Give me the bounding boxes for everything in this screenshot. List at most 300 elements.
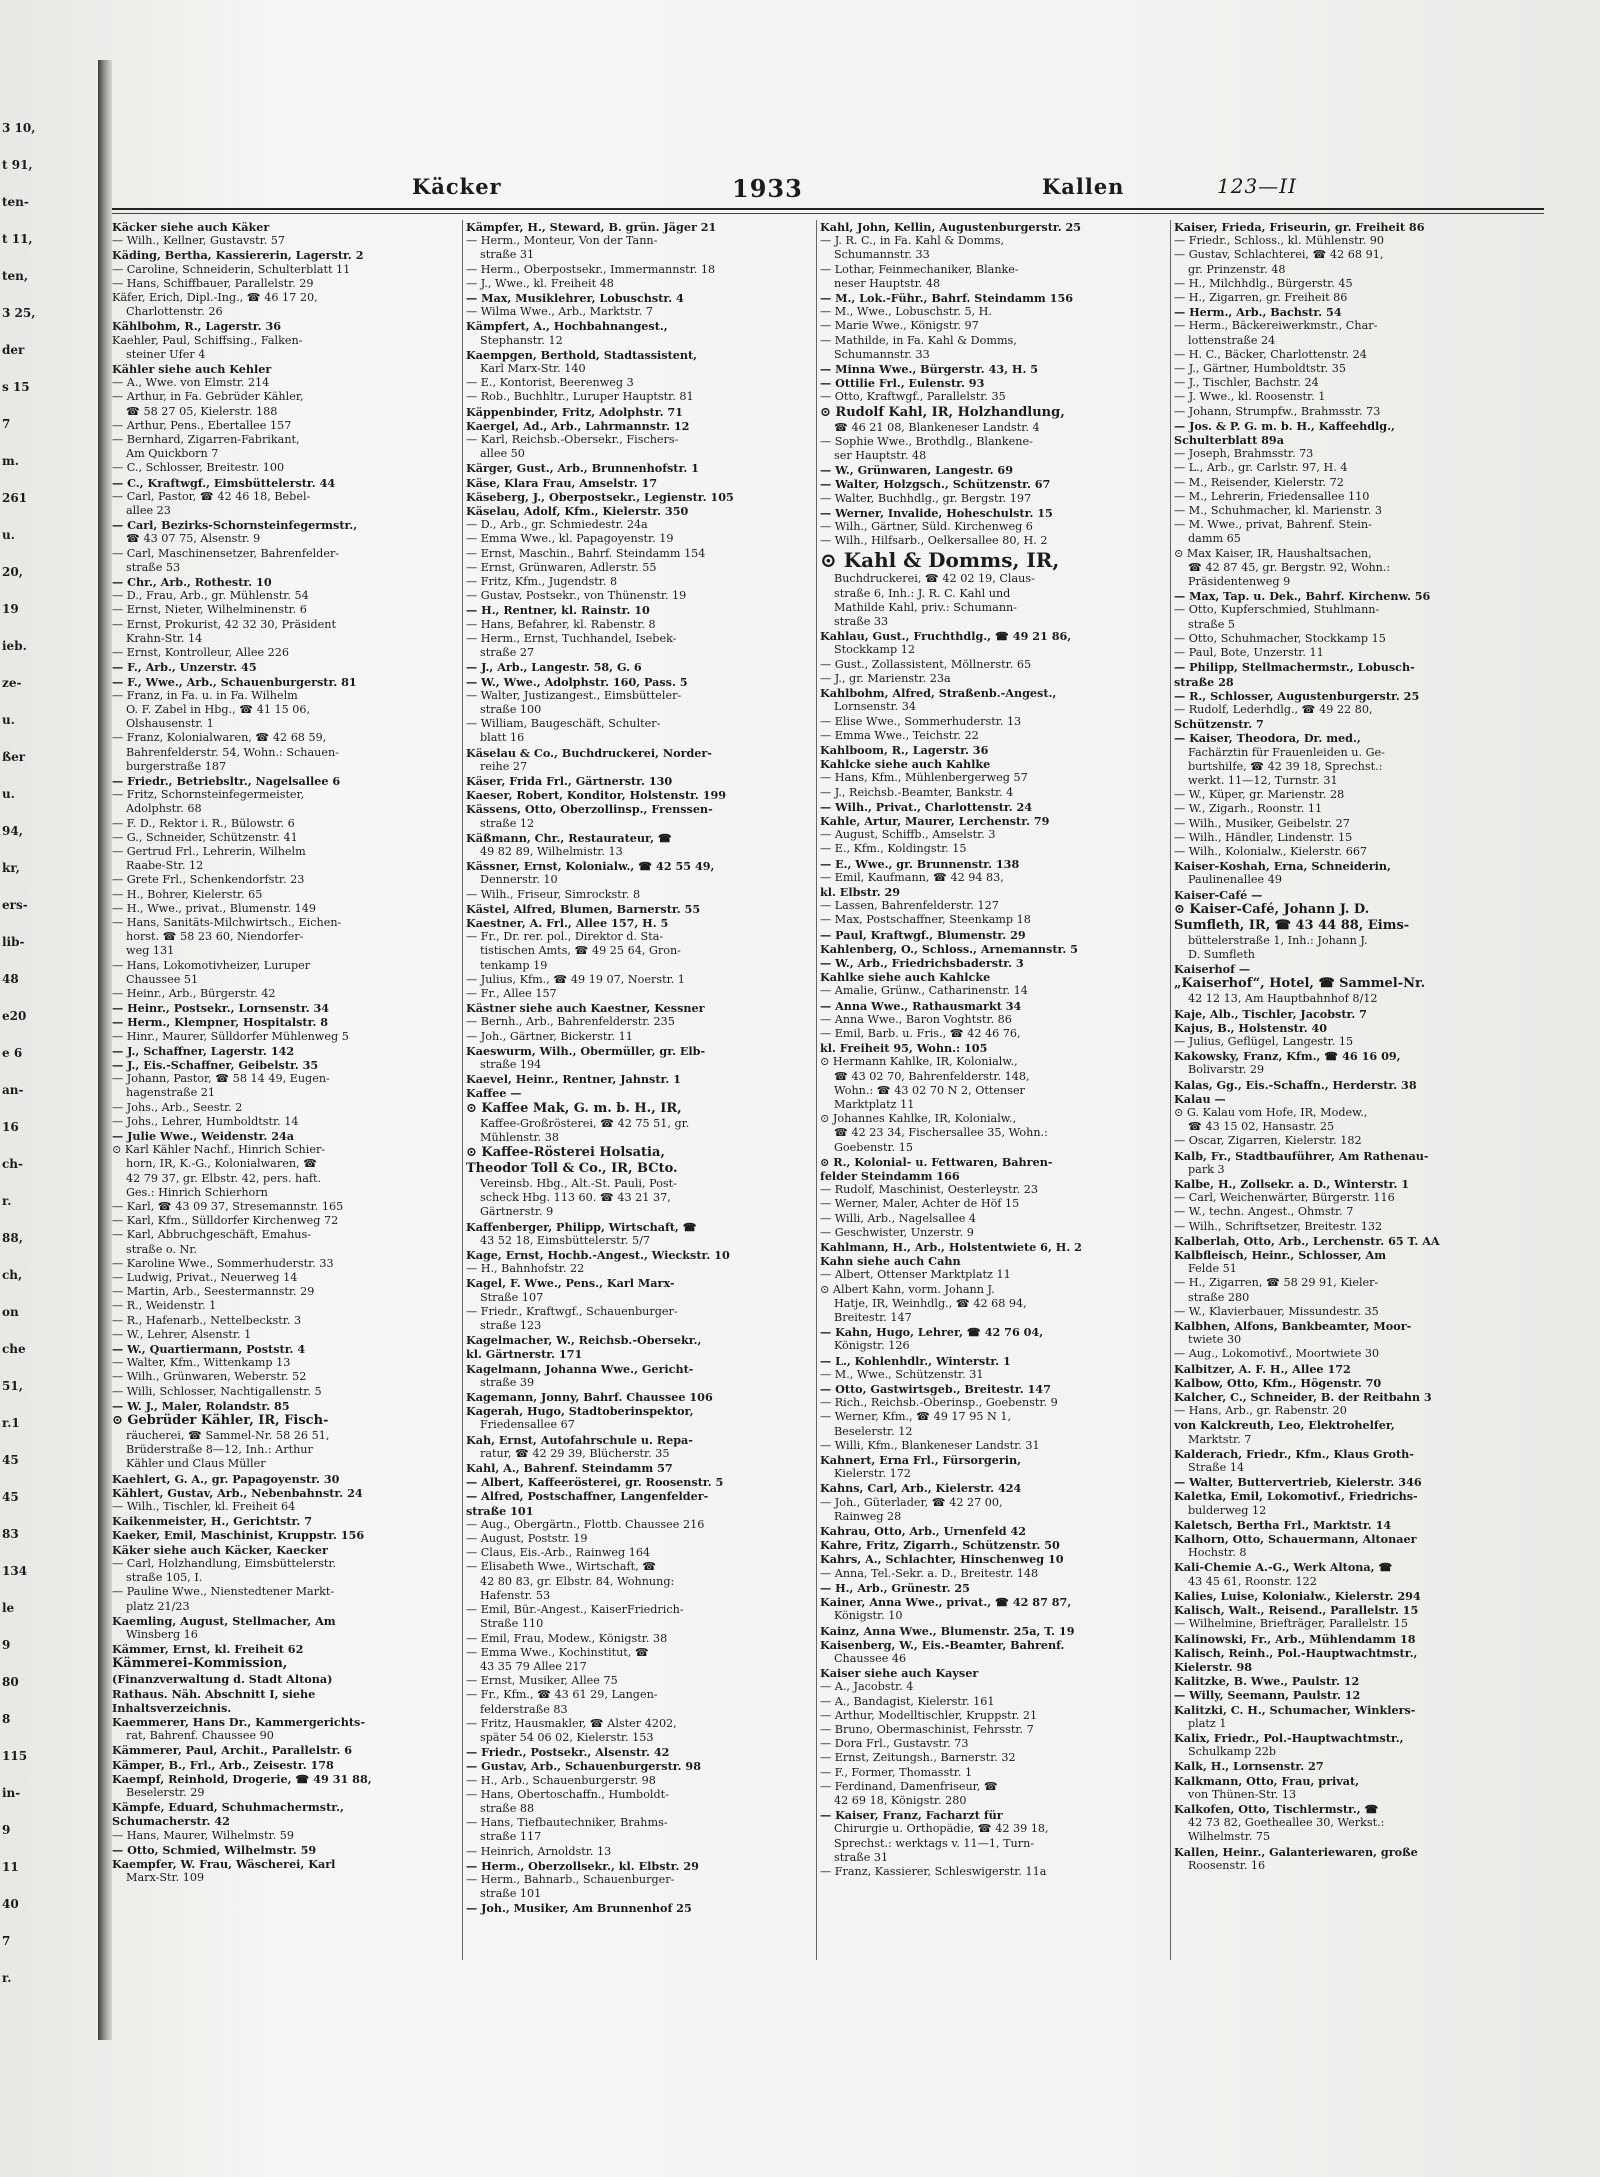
directory-entry: — J., Tischler, Bachstr. 24 <box>1174 376 1319 390</box>
directory-entry: Kalix, Friedr., Pol.-Hauptwachtmstr., <box>1174 1730 1404 1745</box>
directory-entry: — W., Lehrer, Alsenstr. 1 <box>112 1327 252 1341</box>
directory-entry: — Willy, Seemann, Paulstr. 12 <box>1174 1688 1361 1703</box>
directory-entry: Schumannstr. 33 <box>834 347 930 361</box>
header-last-keyword: Kallen <box>1042 174 1125 199</box>
directory-entry: Chaussee 46 <box>834 1651 907 1665</box>
directory-entry: straße 5 <box>1188 617 1236 631</box>
directory-entry: — Carl, Holzhandlung, Eimsbüttelerstr. <box>112 1556 337 1570</box>
left-page-text-fragment: 94, <box>2 824 23 838</box>
directory-entry: gr. Prinzenstr. 48 <box>1188 262 1286 276</box>
page-header <box>112 172 1542 212</box>
directory-entry: Straße 110 <box>480 1617 544 1631</box>
directory-entry: Kalbitzer, A. F. H., Allee 172 <box>1174 1361 1351 1376</box>
column-4 <box>1174 220 1492 1990</box>
directory-entry: — Emil, Kaufmann, ☎ 42 94 83, <box>820 870 1004 884</box>
directory-entry: Marktplatz 11 <box>834 1097 915 1111</box>
directory-entry: — Ludwig, Privat., Neuerweg 14 <box>112 1271 298 1285</box>
directory-entry: — Franz, Kassierer, Schleswigerstr. 11a <box>820 1864 1047 1878</box>
directory-columns <box>112 220 1544 1990</box>
left-page-text-fragment: u. <box>2 528 15 542</box>
directory-entry: — August, Poststr. 19 <box>466 1532 588 1546</box>
directory-entry: felder Steindamm 166 <box>820 1169 960 1183</box>
directory-entry: straße 105, I. <box>126 1571 203 1585</box>
directory-entry: Winsberg 16 <box>126 1627 198 1641</box>
directory-entry: D. Sumfleth <box>1188 947 1255 961</box>
directory-entry: straße 101 <box>466 1503 534 1518</box>
directory-entry: — Ernst, Nieter, Wilhelminenstr. 6 <box>112 603 307 617</box>
directory-entry: — Gustav, Schlachterei, ☎ 42 68 91, <box>1174 248 1384 262</box>
left-page-text-fragment: 16 <box>2 1120 19 1134</box>
directory-entry: Kahn siehe auch Cahn <box>820 1254 961 1269</box>
directory-entry: — Joh., Güterlader, ☎ 42 27 00, <box>820 1495 1003 1509</box>
directory-entry: — Dora Frl., Gustavstr. 73 <box>820 1737 969 1751</box>
directory-entry: Kaffee — <box>466 1086 522 1101</box>
directory-entry: Kalies, Luise, Kolonialw., Kielerstr. 294 <box>1174 1588 1421 1603</box>
directory-entry: — R., Weidenstr. 1 <box>112 1299 217 1313</box>
left-page-text-fragment: 45 <box>2 1490 19 1504</box>
directory-entry: — Werner, Invalide, Hoheschulstr. 15 <box>820 505 1053 520</box>
directory-entry: — R., Schlosser, Augustenburgerstr. 25 <box>1174 688 1420 703</box>
header-year: 1933 <box>732 174 803 203</box>
directory-entry: — Paul, Kraftwgf., Blumenstr. 29 <box>820 927 1026 942</box>
directory-entry: 43 45 61, Roonstr. 122 <box>1188 1574 1317 1588</box>
directory-entry: straße 28 <box>1174 674 1234 689</box>
left-page-text-fragment: ieb. <box>2 639 27 653</box>
directory-entry: — W., Klavierbauer, Missundestr. 35 <box>1174 1304 1379 1318</box>
directory-entry: Kaestner, A. Frl., Allee 157, H. 5 <box>466 915 669 930</box>
directory-entry: Brüderstraße 8—12, Inh.: Arthur <box>126 1443 313 1457</box>
directory-entry: Kalau — <box>1174 1091 1226 1106</box>
directory-entry: — W., Arb., Friedrichsbaderstr. 3 <box>820 955 1024 970</box>
directory-entry: — Karl, Abbruchgeschäft, Emahus- <box>112 1228 312 1242</box>
directory-entry: — Anna Wwe., Baron Voghtstr. 86 <box>820 1012 1012 1026</box>
directory-entry: — Wilh., Friseur, Simrockstr. 8 <box>466 887 641 901</box>
directory-entry: — Julius, Geflügel, Langestr. 15 <box>1174 1034 1354 1048</box>
directory-entry: — Herm., Oberzollsekr., kl. Elbstr. 29 <box>466 1858 699 1873</box>
directory-entry: — H., Bohrer, Kielerstr. 65 <box>112 887 263 901</box>
directory-entry: Kallen, Heinr., Galanteriewaren, große <box>1174 1844 1418 1859</box>
directory-entry: — M., Lehrerin, Friedensallee 110 <box>1174 489 1370 503</box>
directory-entry: — J., Wwe., kl. Freiheit 48 <box>466 276 614 290</box>
directory-entry: Chirurgie u. Orthopädie, ☎ 42 39 18, <box>834 1822 1049 1836</box>
directory-entry: — Herm., Monteur, Von der Tann- <box>466 234 658 248</box>
directory-entry: — Wilh., Gärtner, Süld. Kirchenweg 6 <box>820 520 1033 534</box>
directory-entry: — E., Kontorist, Beerenweg 3 <box>466 376 634 390</box>
directory-entry: Schulterblatt 89a <box>1174 433 1284 448</box>
directory-entry: ⊙ Gebrüder Kähler, IR, Fisch- <box>112 1413 329 1429</box>
directory-entry: — Heinrich, Arnoldstr. 13 <box>466 1844 612 1858</box>
directory-entry: — Emma Wwe., Teichstr. 22 <box>820 728 979 742</box>
left-page-text-fragment: ten- <box>2 195 29 209</box>
directory-entry: Kalbhen, Alfons, Bankbeamter, Moor- <box>1174 1319 1412 1334</box>
directory-entry: Kästel, Alfred, Blumen, Barnerstr. 55 <box>466 901 701 916</box>
directory-entry: ⊙ G. Kalau vom Hofe, IR, Modew., <box>1174 1105 1368 1119</box>
directory-entry: Kage, Ernst, Hochb.-Angest., Wieckstr. 10 <box>466 1248 730 1263</box>
directory-entry: ⊙ Albert Kahn, vorm. Johann J. <box>820 1282 995 1296</box>
directory-entry: — Ottilie Frl., Eulenstr. 93 <box>820 376 985 391</box>
directory-entry: Charlottenstr. 26 <box>126 305 223 319</box>
directory-entry: — Otto, Kupferschmied, Stuhlmann- <box>1174 603 1380 617</box>
directory-entry: — A., Jacobstr. 4 <box>820 1680 914 1694</box>
left-page-text-fragment: 88, <box>2 1231 23 1245</box>
directory-entry: — August, Schiffb., Amselstr. 3 <box>820 828 996 842</box>
directory-entry: — Karl, Kfm., Sülldorfer Kirchenweg 72 <box>112 1214 339 1228</box>
left-page-text-fragment: ch, <box>2 1268 23 1282</box>
directory-entry: — Wilh., Grünwaren, Weberstr. 52 <box>112 1370 307 1384</box>
directory-entry: — Arthur, Pens., Ebertallee 157 <box>112 418 292 432</box>
left-page-text-fragment: che <box>2 1342 26 1356</box>
directory-entry: Käßmann, Chr., Restaurateur, ☎ <box>466 830 672 845</box>
directory-entry: — Herm., Klempner, Hospitalstr. 8 <box>112 1015 329 1030</box>
left-page-text-fragment: r. <box>2 1194 12 1208</box>
directory-entry: — Oscar, Zigarren, Kielerstr. 182 <box>1174 1134 1362 1148</box>
directory-entry: Kaiser-Café — <box>1174 887 1263 902</box>
directory-entry: Kähler siehe auch Kehler <box>112 362 272 377</box>
left-page-text-fragment: 11 <box>2 1860 19 1874</box>
directory-entry: — Otto, Kraftwgf., Parallelstr. 35 <box>820 390 1006 404</box>
directory-entry: Kaeswurm, Wilh., Obermüller, gr. Elb- <box>466 1043 706 1058</box>
directory-entry: Kaletka, Emil, Lokomotivf., Friedrichs- <box>1174 1489 1418 1504</box>
left-page-text-fragment: 9 <box>2 1823 11 1837</box>
directory-entry: twiete 30 <box>1188 1333 1242 1347</box>
directory-entry: Straße 14 <box>1188 1461 1245 1475</box>
directory-entry: Hochstr. 8 <box>1188 1546 1247 1560</box>
left-page-text-fragment: 7 <box>2 417 11 431</box>
directory-entry: 42 79 37, gr. Elbstr. 42, pers. haft. <box>126 1171 322 1185</box>
directory-entry: Kahre, Fritz, Zigarrh., Schützenstr. 50 <box>820 1538 1060 1553</box>
directory-entry: allee 50 <box>480 447 525 461</box>
directory-entry: — E., Kfm., Koldingstr. 15 <box>820 842 967 856</box>
directory-entry: Sprechst.: werktags v. 11—1, Turn- <box>834 1836 1035 1850</box>
directory-entry: Mühlenstr. 38 <box>480 1130 559 1144</box>
directory-entry: — Fr., Allee 157 <box>466 986 557 1000</box>
directory-entry: Kagelmann, Johanna Wwe., Gericht- <box>466 1361 694 1376</box>
directory-entry: — Franz, in Fa. u. in Fa. Wilhelm <box>112 688 298 702</box>
directory-entry: Käfer, Erich, Dipl.-Ing., ☎ 46 17 20, <box>112 291 318 305</box>
directory-entry: Kaje, Alb., Tischler, Jacobstr. 7 <box>1174 1006 1367 1021</box>
directory-entry: straße 100 <box>480 702 542 716</box>
directory-entry: — Otto, Schmied, Wilhelmstr. 59 <box>112 1842 317 1857</box>
directory-entry: — Elisabeth Wwe., Wirtschaft, ☎ <box>466 1560 657 1574</box>
directory-entry: straße 6, Inh.: J. R. C. Kahl und <box>834 586 1011 600</box>
directory-entry: tistischen Amts, ☎ 49 25 64, Gron- <box>480 944 681 958</box>
directory-entry: — Philipp, Stellmachermstr., Lobusch- <box>1174 660 1415 675</box>
directory-entry: — Albert, Ottenser Marktplatz 11 <box>820 1268 1011 1282</box>
directory-entry: Kalcher, C., Schneider, B. der Reitbahn 3 <box>1174 1390 1432 1405</box>
directory-entry: Raabe-Str. 12 <box>126 859 204 873</box>
directory-entry: — Rob., Buchhltr., Luruper Hauptstr. 81 <box>466 390 694 404</box>
directory-entry: — Hans, Maurer, Wilhelmstr. 59 <box>112 1828 294 1842</box>
directory-entry: — M., Wwe., Lobuschstr. 5, H. <box>820 305 992 319</box>
directory-entry: Kalhorn, Otto, Schauermann, Altonaer <box>1174 1532 1417 1547</box>
directory-entry: Kalitzki, C. H., Schumacher, Winklers- <box>1174 1702 1416 1717</box>
directory-entry: Bolivarstr. 29 <box>1188 1063 1265 1077</box>
directory-entry: Kämmer, Ernst, kl. Freiheit 62 <box>112 1642 304 1657</box>
directory-entry: von Kalckreuth, Leo, Elektrohelfer, <box>1174 1418 1395 1433</box>
directory-entry: Kahle, Artur, Maurer, Lerchenstr. 79 <box>820 813 1050 828</box>
directory-entry: 42 12 13, Am Hauptbahnhof 8/12 <box>1188 992 1378 1006</box>
header-first-keyword: Käcker <box>412 174 502 199</box>
directory-entry: Kärger, Gust., Arb., Brunnenhofstr. 1 <box>466 461 699 476</box>
directory-entry: — Lothar, Feinmechaniker, Blanke- <box>820 262 1019 276</box>
directory-entry: — J., gr. Marienstr. 23a <box>820 671 951 685</box>
directory-entry: — A., Bandagist, Kielerstr. 161 <box>820 1694 995 1708</box>
directory-entry: — L., Arb., gr. Carlstr. 97, H. 4 <box>1174 461 1348 475</box>
directory-entry: — C., Schlosser, Breitestr. 100 <box>112 461 285 475</box>
directory-entry: Käppenbinder, Fritz, Adolphstr. 71 <box>466 404 683 419</box>
column-divider <box>1170 220 1171 1960</box>
header-rule <box>112 208 1544 214</box>
adjacent-page-fragment <box>0 90 100 2010</box>
left-page-text-fragment: r.1 <box>2 1416 20 1430</box>
directory-entry: räucherei, ☎ Sammel-Nr. 58 26 51, <box>126 1429 330 1443</box>
directory-entry: — Julie Wwe., Weidenstr. 24a <box>112 1129 295 1143</box>
directory-entry: später 54 06 02, Kielerstr. 153 <box>480 1730 654 1744</box>
left-page-text-fragment: 45 <box>2 1453 19 1467</box>
left-page-text-fragment: t 11, <box>2 232 33 246</box>
directory-entry: — Willi, Arb., Nagelsallee 4 <box>820 1211 977 1225</box>
directory-entry: — Johann, Strumpfw., Brahmsstr. 73 <box>1174 404 1381 418</box>
directory-entry: — Rudolf, Lederhdlg., ☎ 49 22 80, <box>1174 702 1373 716</box>
directory-entry: 43 52 18, Eimsbüttelerstr. 5/7 <box>480 1233 651 1247</box>
book-gutter <box>98 60 112 2040</box>
left-page-text-fragment: 134 <box>2 1564 28 1578</box>
directory-entry: Kagemann, Jonny, Bahrf. Chaussee 106 <box>466 1390 713 1405</box>
directory-entry: Kaisenberg, W., Eis.-Beamter, Bahrenf. <box>820 1637 1065 1652</box>
directory-entry: — D., Frau, Arb., gr. Mühlenstr. 54 <box>112 589 309 603</box>
directory-entry: — Rich., Reichsb.-Oberinsp., Goebenstr. 9 <box>820 1396 1058 1410</box>
left-page-text-fragment: ch- <box>2 1157 24 1171</box>
directory-entry: Kahrs, A., Schlachter, Hinschenweg 10 <box>820 1552 1064 1567</box>
directory-entry: — Jos. & P. G. m. b. H., Kaffeehdlg., <box>1174 418 1395 433</box>
directory-entry: Marx-Str. 109 <box>126 1871 205 1885</box>
directory-entry: Käseberg, J., Oberpostsekr., Legienstr. 105 <box>466 489 734 504</box>
directory-entry: — W., Zigarh., Roonstr. 11 <box>1174 802 1323 816</box>
directory-entry: — Ernst, Musiker, Allee 75 <box>466 1674 618 1688</box>
directory-entry: — Fritz, Schornsteinfegermeister, <box>112 788 305 802</box>
directory-entry: — Albert, Kaffeerösterei, gr. Roosenstr. 5 <box>466 1475 724 1490</box>
directory-entry: — Aug., Obergärtn., Flottb. Chaussee 216 <box>466 1517 705 1531</box>
directory-entry: platz 1 <box>1188 1716 1227 1730</box>
directory-entry: Kalkmann, Otto, Frau, privat, <box>1174 1773 1360 1788</box>
directory-entry: park 3 <box>1188 1162 1225 1176</box>
directory-entry: 49 82 89, Wilhelmistr. 13 <box>480 844 623 858</box>
directory-entry: — H., Arb., Schauenburgerstr. 98 <box>466 1773 656 1787</box>
directory-entry: Kaiser-Koshah, Erna, Schneiderin, <box>1174 859 1391 874</box>
column-2 <box>466 220 784 1990</box>
directory-entry: — Max, Postschaffner, Steenkamp 18 <box>820 913 1031 927</box>
directory-entry: Kalas, Gg., Eis.-Schaffn., Herderstr. 38 <box>1174 1077 1417 1092</box>
directory-entry: — Walter, Justizangest., Eimsbütteler- <box>466 688 682 702</box>
directory-entry: — F., Wwe., Arb., Schauenburgerstr. 81 <box>112 674 357 689</box>
directory-entry: Käse, Klara Frau, Amselstr. 17 <box>466 475 658 490</box>
left-page-text-fragment: e 6 <box>2 1046 23 1060</box>
directory-entry: Kalk, H., Lornsenstr. 27 <box>1174 1759 1324 1774</box>
directory-entry: — Johs., Lehrer, Humboldtstr. 14 <box>112 1114 299 1128</box>
directory-entry: — Herm., Bahnarb., Schauenburger- <box>466 1872 675 1886</box>
directory-entry: Wilhelmstr. 75 <box>1188 1830 1271 1844</box>
directory-entry: Stockkamp 12 <box>834 643 915 657</box>
directory-entry: hagenstraße 21 <box>126 1086 216 1100</box>
directory-entry: — Hans, Arb., gr. Rabenstr. 20 <box>1174 1404 1347 1418</box>
directory-entry: Kajus, B., Holstenstr. 40 <box>1174 1020 1328 1035</box>
directory-entry: Kässner, Ernst, Kolonialw., ☎ 42 55 49, <box>466 859 715 874</box>
directory-entry: Kaergel, Ad., Arb., Lahrmannstr. 12 <box>466 418 690 433</box>
directory-entry: — J., Schaffner, Lagerstr. 142 <box>112 1043 295 1058</box>
directory-entry: Hatje, IR, Weinhdlg., ☎ 42 68 94, <box>834 1296 1027 1310</box>
directory-entry: Felde 51 <box>1188 1262 1237 1276</box>
directory-entry: — J., Arb., Langestr. 58, G. 6 <box>466 660 642 675</box>
directory-entry: Beselerstr. 29 <box>126 1785 205 1799</box>
directory-entry: Ges.: Hinrich Schierhorn <box>126 1185 268 1199</box>
directory-entry: — Karl, Reichsb.-Obersekr., Fischers- <box>466 433 679 447</box>
left-page-text-fragment: m. <box>2 454 19 468</box>
column-1 <box>112 220 430 1990</box>
directory-entry: — Emma Wwe., kl. Papagoyenstr. 19 <box>466 532 674 546</box>
directory-entry: Königstr. 126 <box>834 1339 910 1353</box>
directory-entry: Breitestr. 147 <box>834 1311 912 1325</box>
left-page-text-fragment: 83 <box>2 1527 19 1541</box>
directory-entry: rat, Bahrenf. Chaussee 90 <box>126 1729 274 1743</box>
directory-entry: Kahlenberg, O., Schloss., Arnemannstr. 5 <box>820 941 1078 956</box>
directory-entry: straße 101 <box>480 1887 542 1901</box>
directory-entry: Kämmerer, Paul, Archit., Parallelstr. 6 <box>112 1743 353 1758</box>
directory-entry: Kässens, Otto, Oberzollinsp., Frenssen- <box>466 802 713 817</box>
directory-entry: — W., Wwe., Adolphstr. 160, Pass. 5 <box>466 674 688 689</box>
directory-entry: Käselau & Co., Buchdruckerei, Norder- <box>466 745 712 760</box>
left-page-text-fragment: 80 <box>2 1675 19 1689</box>
directory-entry: — H., Milchhdlg., Bürgerstr. 45 <box>1174 276 1353 290</box>
directory-entry: Goebenstr. 15 <box>834 1140 913 1154</box>
directory-entry: — Rudolf, Maschinist, Oesterleystr. 23 <box>820 1183 1038 1197</box>
directory-entry: straße 12 <box>480 816 535 830</box>
directory-entry: — Friedr., Postsekr., Alsenstr. 42 <box>466 1745 670 1760</box>
directory-entry: — Herm., Bäckereiwerkmstr., Char- <box>1174 319 1378 333</box>
directory-entry: — F. D., Rektor i. R., Bülowstr. 6 <box>112 816 295 830</box>
directory-entry: — Wilh., Kellner, Gustavstr. 57 <box>112 234 286 248</box>
directory-entry: Kalinowski, Fr., Arb., Mühlendamm 18 <box>1174 1631 1416 1646</box>
directory-entry: — Walter, Buchhdlg., gr. Bergstr. 197 <box>820 491 1032 505</box>
directory-entry: ⊙ Rudolf Kahl, IR, Holzhandlung, <box>820 404 1065 420</box>
directory-entry: straße 31 <box>834 1850 889 1864</box>
directory-entry: — J., Gärtner, Humboldtstr. 35 <box>1174 362 1346 376</box>
directory-entry: ⊙ Hermann Kahlke, IR, Kolonialw., <box>820 1055 1018 1069</box>
directory-entry: — Willi, Schlosser, Nachtigallenstr. 5 <box>112 1384 322 1398</box>
left-page-text-fragment: u. <box>2 787 15 801</box>
directory-entry: — H., Rentner, kl. Rainstr. 10 <box>466 603 650 618</box>
directory-entry: Lornsenstr. 34 <box>834 700 916 714</box>
directory-entry: — Fritz, Kfm., Jugendstr. 8 <box>466 575 618 589</box>
left-page-text-fragment: der <box>2 343 25 357</box>
directory-entry: — Wilh., Händler, Lindenstr. 15 <box>1174 830 1353 844</box>
directory-entry: — W., Quartiermann, Poststr. 4 <box>112 1342 306 1357</box>
directory-entry: — Hans, Schiffbauer, Parallelstr. 29 <box>112 276 314 290</box>
directory-entry: neser Hauptstr. 48 <box>834 276 941 290</box>
directory-entry: Kalisch, Walt., Reisend., Parallelstr. 15 <box>1174 1603 1419 1618</box>
directory-entry: Kaikenmeister, H., Gerichtstr. 7 <box>112 1514 312 1529</box>
directory-entry: Kähler und Claus Müller <box>126 1457 266 1471</box>
directory-entry: Kalbow, Otto, Kfm., Högenstr. 70 <box>1174 1375 1382 1390</box>
column-3 <box>820 220 1138 1990</box>
directory-entry: straße 194 <box>480 1057 542 1071</box>
directory-entry: Käser, Frida Frl., Gärtnerstr. 130 <box>466 773 673 788</box>
directory-entry: ☎ 43 15 02, Hansastr. 25 <box>1188 1120 1335 1134</box>
directory-entry: felderstraße 83 <box>480 1702 568 1716</box>
directory-entry: werkt. 11—12, Turnstr. 31 <box>1188 773 1338 787</box>
column-divider <box>462 220 463 1960</box>
directory-entry: — Ernst, Grünwaren, Adlerstr. 55 <box>466 560 657 574</box>
directory-entry: straße 117 <box>480 1830 542 1844</box>
directory-entry: Kainz, Anna Wwe., Blumenstr. 25a, T. 19 <box>820 1623 1075 1638</box>
directory-entry: — Joseph, Brahmsstr. 73 <box>1174 447 1314 461</box>
directory-entry: ⊙ Kaiser-Café, Johann J. D. <box>1174 901 1370 917</box>
left-page-text-fragment: 8 <box>2 1712 11 1726</box>
directory-entry: — Joh., Musiker, Am Brunnenhof 25 <box>466 1901 692 1916</box>
directory-entry: — Werner, Maler, Achter de Höf 15 <box>820 1197 1020 1211</box>
directory-entry: ⊙ Kaffee-Rösterei Holsatia, <box>466 1145 665 1160</box>
directory-entry: Kahl, A., Bahrenf. Steindamm 57 <box>466 1461 673 1476</box>
directory-entry: — Hans, Befahrer, kl. Rabenstr. 8 <box>466 617 656 631</box>
directory-entry: Bahrenfelderstr. 54, Wohn.: Schauen- <box>126 745 339 759</box>
directory-entry: Hafenstr. 53 <box>480 1588 551 1602</box>
left-page-text-fragment: le <box>2 1601 15 1615</box>
directory-entry: — Emil, Bür.-Angest., KaiserFriedrich- <box>466 1603 684 1617</box>
directory-entry: O. F. Zabel in Hbg., ☎ 41 15 06, <box>126 702 311 716</box>
directory-entry: Kagel, F. Wwe., Pens., Karl Marx- <box>466 1276 675 1291</box>
directory-entry: — Geschwister, Unzerstr. 9 <box>820 1225 974 1239</box>
directory-entry: — Wilh., Privat., Charlottenstr. 24 <box>820 799 1033 814</box>
directory-entry: Dennerstr. 10 <box>480 873 558 887</box>
directory-entry: — Otto, Schuhmacher, Stockkamp 15 <box>1174 631 1386 645</box>
directory-entry: — Marie Wwe., Königstr. 97 <box>820 319 979 333</box>
directory-entry: — Emil, Frau, Modew., Königstr. 38 <box>466 1631 668 1645</box>
directory-entry: — Emil, Barb. u. Fris., ☎ 42 46 76, <box>820 1026 1021 1040</box>
directory-entry: — Carl, Weichenwärter, Bürgerstr. 116 <box>1174 1191 1395 1205</box>
directory-entry: — Otto, Gastwirtsgeb., Breitestr. 147 <box>820 1382 1051 1397</box>
directory-entry: Am Quickborn 7 <box>126 447 219 461</box>
directory-entry: Schumannstr. 33 <box>834 248 930 262</box>
directory-entry: 42 80 83, gr. Elbstr. 84, Wohnung: <box>480 1574 675 1588</box>
directory-entry: — Hinr., Maurer, Sülldorfer Mühlenweg 5 <box>112 1029 349 1043</box>
directory-entry: Inhaltsverzeichnis. <box>112 1700 232 1715</box>
directory-entry: Kainer, Anna Wwe., privat., ☎ 42 87 87, <box>820 1595 1072 1610</box>
directory-entry: — Werner, Kfm., ☎ 49 17 95 N 1, <box>820 1410 1012 1424</box>
directory-entry: — Herm., Ernst, Tuchhandel, Isebek- <box>466 631 677 645</box>
left-page-text-fragment: lib- <box>2 935 25 949</box>
left-page-text-fragment: 3 10, <box>2 121 36 135</box>
directory-entry: Kalbe, H., Zollsekr. a. D., Winterstr. 1 <box>1174 1177 1410 1191</box>
directory-entry: straße 27 <box>480 646 535 660</box>
directory-entry: Rathaus. Näh. Abschnitt I, siehe <box>112 1686 316 1701</box>
directory-entry: — Wilhelmine, Briefträger, Parallelstr. 15 <box>1174 1617 1408 1631</box>
directory-entry: straße 88 <box>480 1801 535 1815</box>
directory-entry: — M., Reisender, Kielerstr. 72 <box>1174 475 1344 489</box>
directory-entry: büttelerstraße 1, Inh.: Johann J. <box>1188 933 1368 947</box>
directory-entry: platz 21/23 <box>126 1599 190 1613</box>
directory-entry: Paulinenallee 49 <box>1188 873 1282 887</box>
directory-entry: Kählbohm, R., Lagerstr. 36 <box>112 319 282 334</box>
directory-entry: ⊙ Johannes Kahlke, IR, Kolonialw., <box>820 1112 1017 1126</box>
directory-entry: — W. J., Maler, Rolandstr. 85 <box>112 1398 290 1413</box>
directory-page <box>112 70 1552 2070</box>
directory-entry: tenkamp 19 <box>480 958 548 972</box>
directory-entry: — Grete Frl., Schenkendorfstr. 23 <box>112 873 305 887</box>
left-page-text-fragment: ten, <box>2 269 29 283</box>
left-page-text-fragment: 19 <box>2 602 19 616</box>
directory-entry: Chaussee 51 <box>126 972 199 986</box>
directory-entry: straße 123 <box>480 1319 542 1333</box>
directory-entry: Kah, Ernst, Autofahrschule u. Repa- <box>466 1432 693 1447</box>
